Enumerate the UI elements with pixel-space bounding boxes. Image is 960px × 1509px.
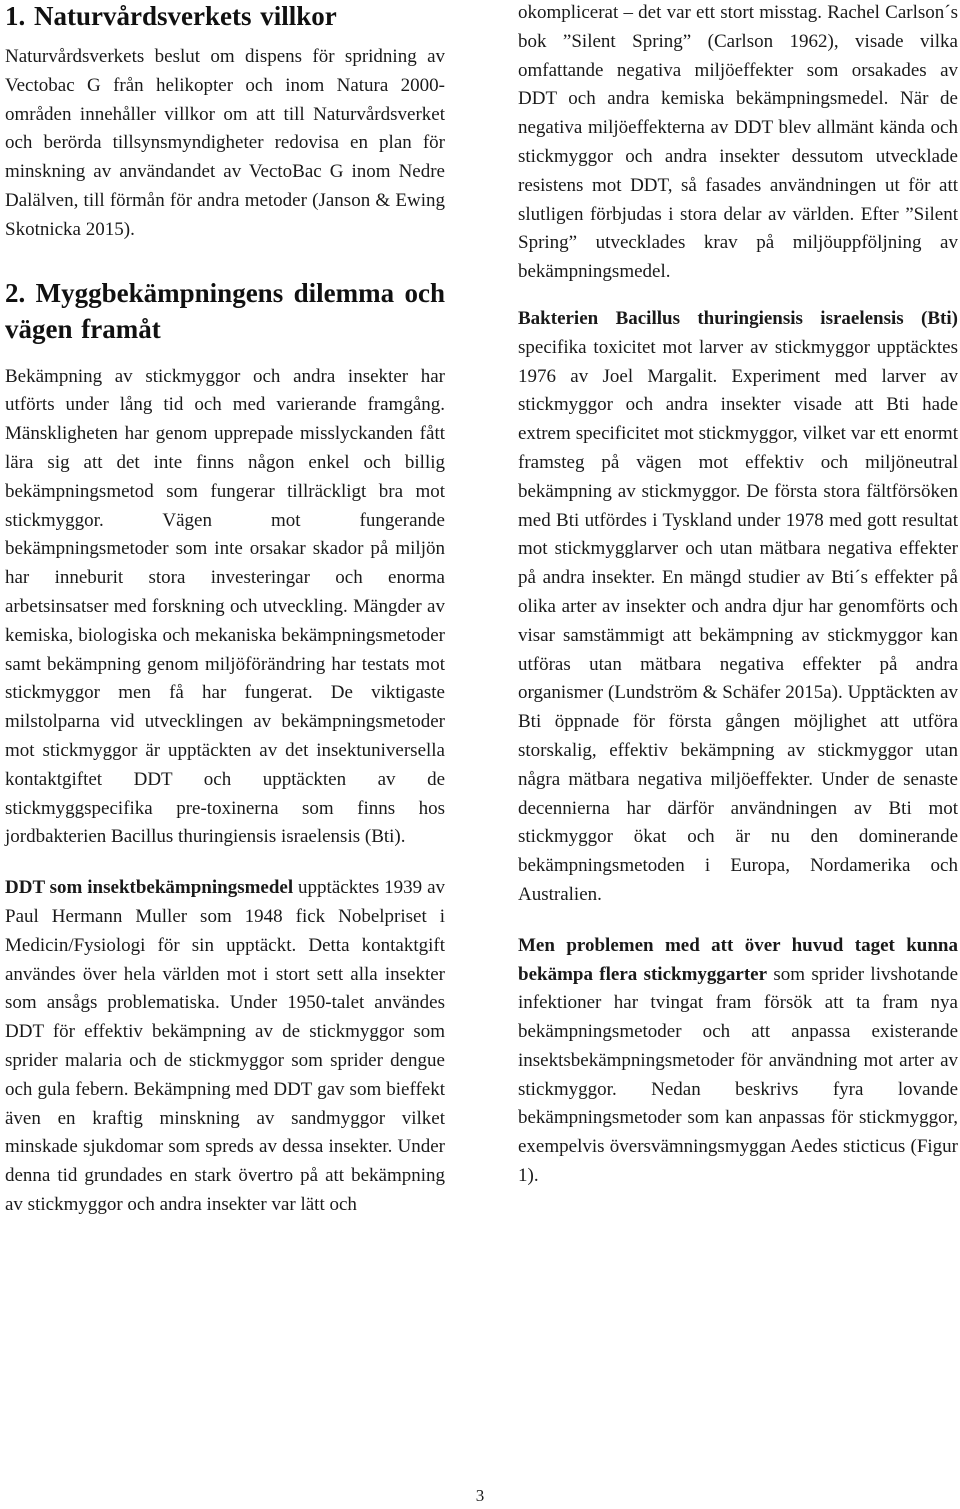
paragraph-ddt-body: upptäcktes 1939 av Paul Hermann Muller som 1948 fick Nobelpriset i Medicin/Fysiologi för sin upptäckt. Detta kontaktgift användes över hela världen mot i stort sett alla insekter som ansågs problematiska. Under 1950-talet användes DDT för effektiv bekämpning av de stickmyggor som sprider malaria och de stickmyggor som sprider dengue och gula febern. Bekämpning med DDT gav som bieffekt även en kraftig minskning av sandmyggor vilket minskade sjukdomar som spreds av dessa insekter. Under denna tid grundades en stark övertro på att bekämpning av stickmyggor och andra insekter var lätt och [5,877,446,1215]
paragraph-bti [518,305,958,910]
paragraph-bti-lead: Bakterien Bacillus thuringiensis israelensis (Bti) [518,307,958,329]
paragraph-villkor: Naturvårdsverkets beslut om dispens för spridning av Vectobac G från helikopter och inom Natura 2000-områden innehåller villkor om att till Naturvårdsverket och berörda tillsynsmyndigheter redovisa en plan för minskning av användandet av VectoBac G inom Nedre Dalälven, till förmån för andra metoder (Janson & Ewing Skotnicka 2015). [5,46,445,240]
paragraph-ddt-lead: DDT som insektbekämpningsmedel [5,877,294,899]
paragraph-bti-body: specifika toxicitet mot larver av stickmyggor upptäcktes 1976 av Joel Margalit. Experiment med larver av stickmyggor och andra insekter visade att Bti hade extrem specificitet mot stickmyggor, vilket var ett enormt framsteg på vägen mot effektiv och miljöneutral bekämpning av stickmyggor. De första stora fältförsöken med Bti utfördes i Tyskland under 1978 med gott resultat mot stickmygglarver och utan mätbara negativa effekter på andra insekter. En mängd studier av Bti´s effekter på olika arter av insekter och andra djur har genomförts och visar samstämmigt att bekämpning av stickmyggor kan utföras utan mätbara negativa effekter på andra organismer (Lundström & Schäfer 2015a). Upptäckten av Bti öppnade för första gången möjlighet att utföra storskalig, effektiv bekämpning av stickmyggor utan några mätbara negativa miljöeffekter. Under de senaste decennierna har därför användningen av Bti mot stickmyggor ökat och är nu den dominerande bekämpningsmetoden i Europa, Nordamerika och Australien. [518,336,958,905]
paragraph-dilemma: Bekämpning av stickmyggor och andra insekter har utförts under lång tid och med varierande framgång. Mänskligheten har genom upprepade misslyckanden fått lära sig att det inte finns någon enkel och billig bekämpningsmetod som fungerar tillräckligt bra mot stickmyggor. Vägen mot fungerande bekämpningsmetoder som inte orsakar skador på miljön har inneburit stora investeringar och enorma arbetsinsatser med forskning och utveckling. Mängder av kemiska, biologiska och mekaniska bekämpningsmetoder samt bekämpning genom miljöförändring har testats mot stickmyggor men få har fungerat. De viktigaste milstolparna vid utvecklingen av bekämpningsmetoder mot stickmyggor är upptäckten av det insektuniversella kontaktgiftet DDT och upptäckten av de stickmyggspecifika pre-toxinerna som finns hos jordbakterien Bacillus thuringiensis israelensis (Bti). [5,365,445,848]
left-column [5,0,445,1220]
section-heading-2: 2. Myggbekämpningens dilemma och vägen framåt [5,277,445,344]
page-number: 3 [475,1486,485,1505]
paragraph-silent-spring: okomplicerat – det var ett stort misstag. Rachel Carlson´s bok ”Silent Spring” (Carlson 1962), visade vilka omfattande negativa miljöeffekter som orsakades av DDT och andra kemiska bekämpningsmedel. När de negativa miljöeffekterna av DDT blev allmänt kända och stickmyggor och andra insekter dessutom utvecklade resistens mot DDT, så fasades användningen ut för att slutligen förbjudas i stora delar av världen. Efter ”Silent Spring” utvecklades krav på miljöuppföljning av bekämpningsmedel. [518,2,958,283]
section-heading-1: 1. Naturvårdsverkets villkor [5,1,337,31]
paragraph-problem-lead: Men problemen med att över huvud taget kunna bekämpa flera stickmyggarter [518,934,958,985]
right-column [518,0,958,1191]
paragraph-ddt [5,874,445,1220]
paragraph-problem [518,932,958,1191]
paragraph-problem-body: som sprider livshotande infektioner har tvingat fram försök att ta fram nya bekämpningsmetoder och att anpassa existerande insektsbekämpningsmetoder för användning mot arter av stickmyggor. Nedan beskrivs fyra lovande bekämpningsmetoder som kan anpassas för stickmyggor, exempelvis översvämningsmyggan Aedes sticticus (Figur 1). [518,963,959,1187]
